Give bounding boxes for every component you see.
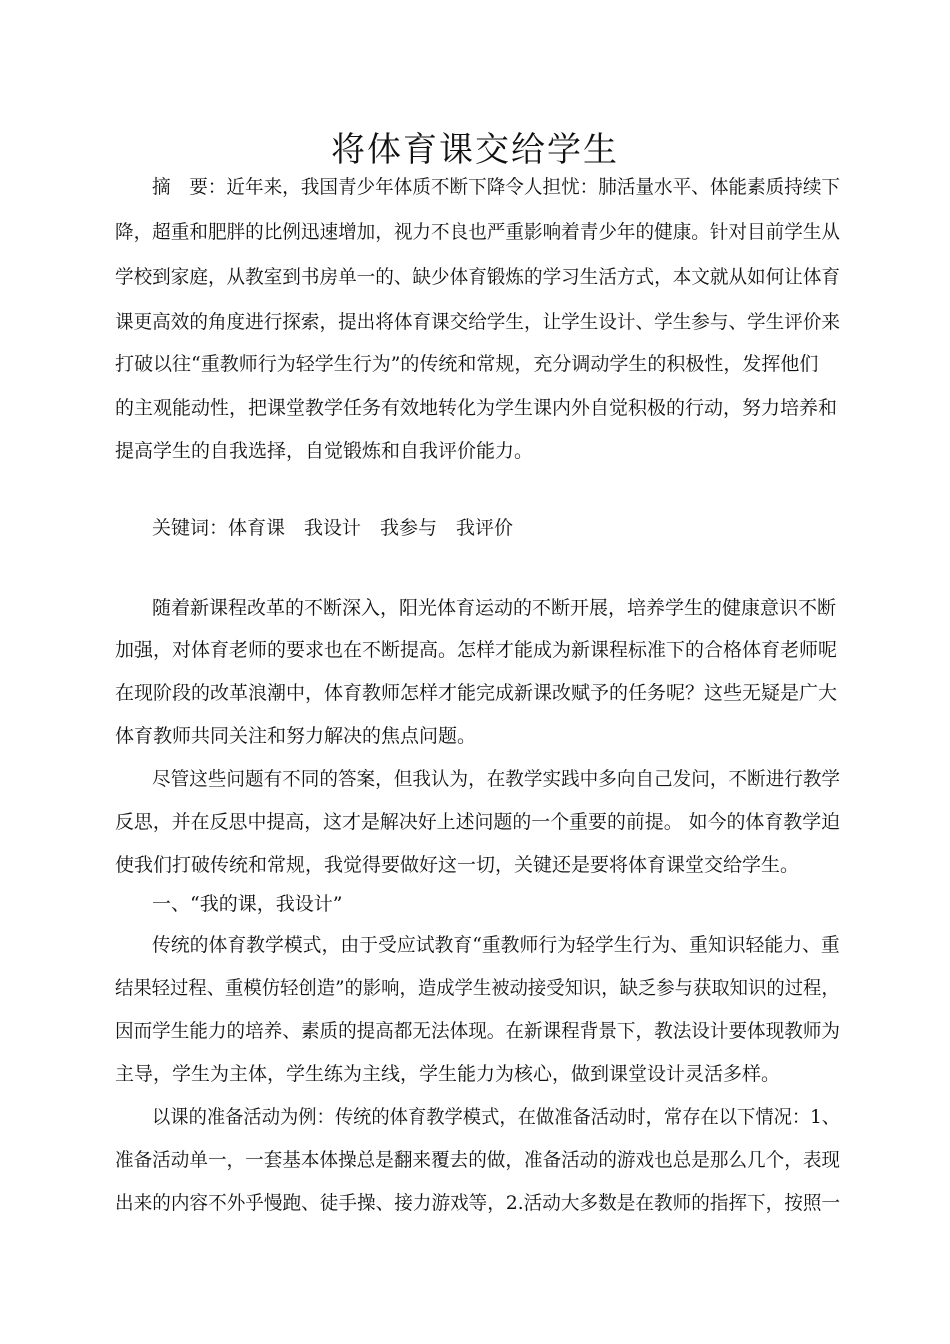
body-line: 加强，对体育老师的要求也在不断提高。怎样才能成为新课程标准下的合格体育老师呢 bbox=[115, 639, 838, 661]
body-line: 主导，学生为主体，学生练为主线，学生能力为核心，做到课堂设计灵活多样。 bbox=[115, 1063, 781, 1085]
keywords: 关键词：体育课 我设计 我参与 我评价 bbox=[152, 517, 514, 539]
body-line: 随着新课程改革的不断深入，阳光体育运动的不断开展，培养学生的健康意识不断 bbox=[152, 597, 837, 619]
abstract-line: 打破以往“重教师行为轻学生行为”的传统和常规，充分调动学生的积极性，发挥他们 bbox=[115, 353, 819, 375]
abstract-line: 课更高效的角度进行探索，提出将体育课交给学生，让学生设计、学生参与、学生评价来 bbox=[115, 311, 841, 333]
abstract-line: 降，超重和肥胖的比例迅速增加，视力不良也严重影响着青少年的健康。针对目前学生从 bbox=[115, 221, 841, 243]
abstract-line: 的主观能动性，把课堂教学任务有效地转化为学生课内外自觉积极的行动，努力培养和 bbox=[115, 397, 838, 419]
body-line: 使我们打破传统和常规，我觉得要做好这一切，关键还是要将体育课堂交给学生。 bbox=[115, 854, 800, 876]
body-line: 体育教师共同关注和努力解决的焦点问题。 bbox=[115, 725, 477, 747]
abstract-line: 提高学生的自我选择，自觉锻炼和自我评价能力。 bbox=[115, 440, 534, 462]
body-line: 因而学生能力的培养、素质的提高都无法体现。在新课程背景下，教法设计要体现教师为 bbox=[115, 1020, 841, 1042]
body-line: 结果轻过程、重模仿轻创造”的影响，造成学生被动接受知识，缺乏参与获取知识的过程， bbox=[115, 977, 840, 999]
body-line: 尽管这些问题有不同的答案，但我认为，在教学实践中多向自己发问，不断进行教学 bbox=[152, 768, 841, 790]
document-title: 将体育课交给学生 bbox=[331, 130, 619, 170]
body-line: 反思，并在反思中提高，这才是解决好上述问题的一个重要的前提。 如今的体育教学迫 bbox=[115, 811, 841, 833]
body-line: 出来的内容不外乎慢跑、徒手操、接力游戏等，2.活动大多数是在教师的指挥下，按照一 bbox=[115, 1192, 841, 1214]
abstract-line: 学校到家庭，从教室到书房单一的、缺少体育锻炼的学习生活方式，本文就从如何让体育 bbox=[115, 266, 841, 288]
section-heading: 一、“我的课，我设计” bbox=[152, 893, 343, 915]
body-line: 在现阶段的改革浪潮中，体育教师怎样才能完成新课改赋予的任务呢？这些无疑是广大 bbox=[115, 682, 838, 704]
body-line: 传统的体育教学模式，由于受应试教育“重教师行为轻学生行为、重知识轻能力、重 bbox=[152, 934, 840, 956]
abstract-line: 摘 要：近年来，我国青少年体质不断下降令人担忧：肺活量水平、体能素质持续下 bbox=[152, 176, 841, 198]
body-line: 准备活动单一，一套基本体操总是翻来覆去的做，准备活动的游戏也总是那么几个，表现 bbox=[115, 1149, 841, 1171]
body-line: 以课的准备活动为例：传统的体育教学模式，在做准备活动时，常存在以下情况：1、 bbox=[152, 1106, 841, 1128]
